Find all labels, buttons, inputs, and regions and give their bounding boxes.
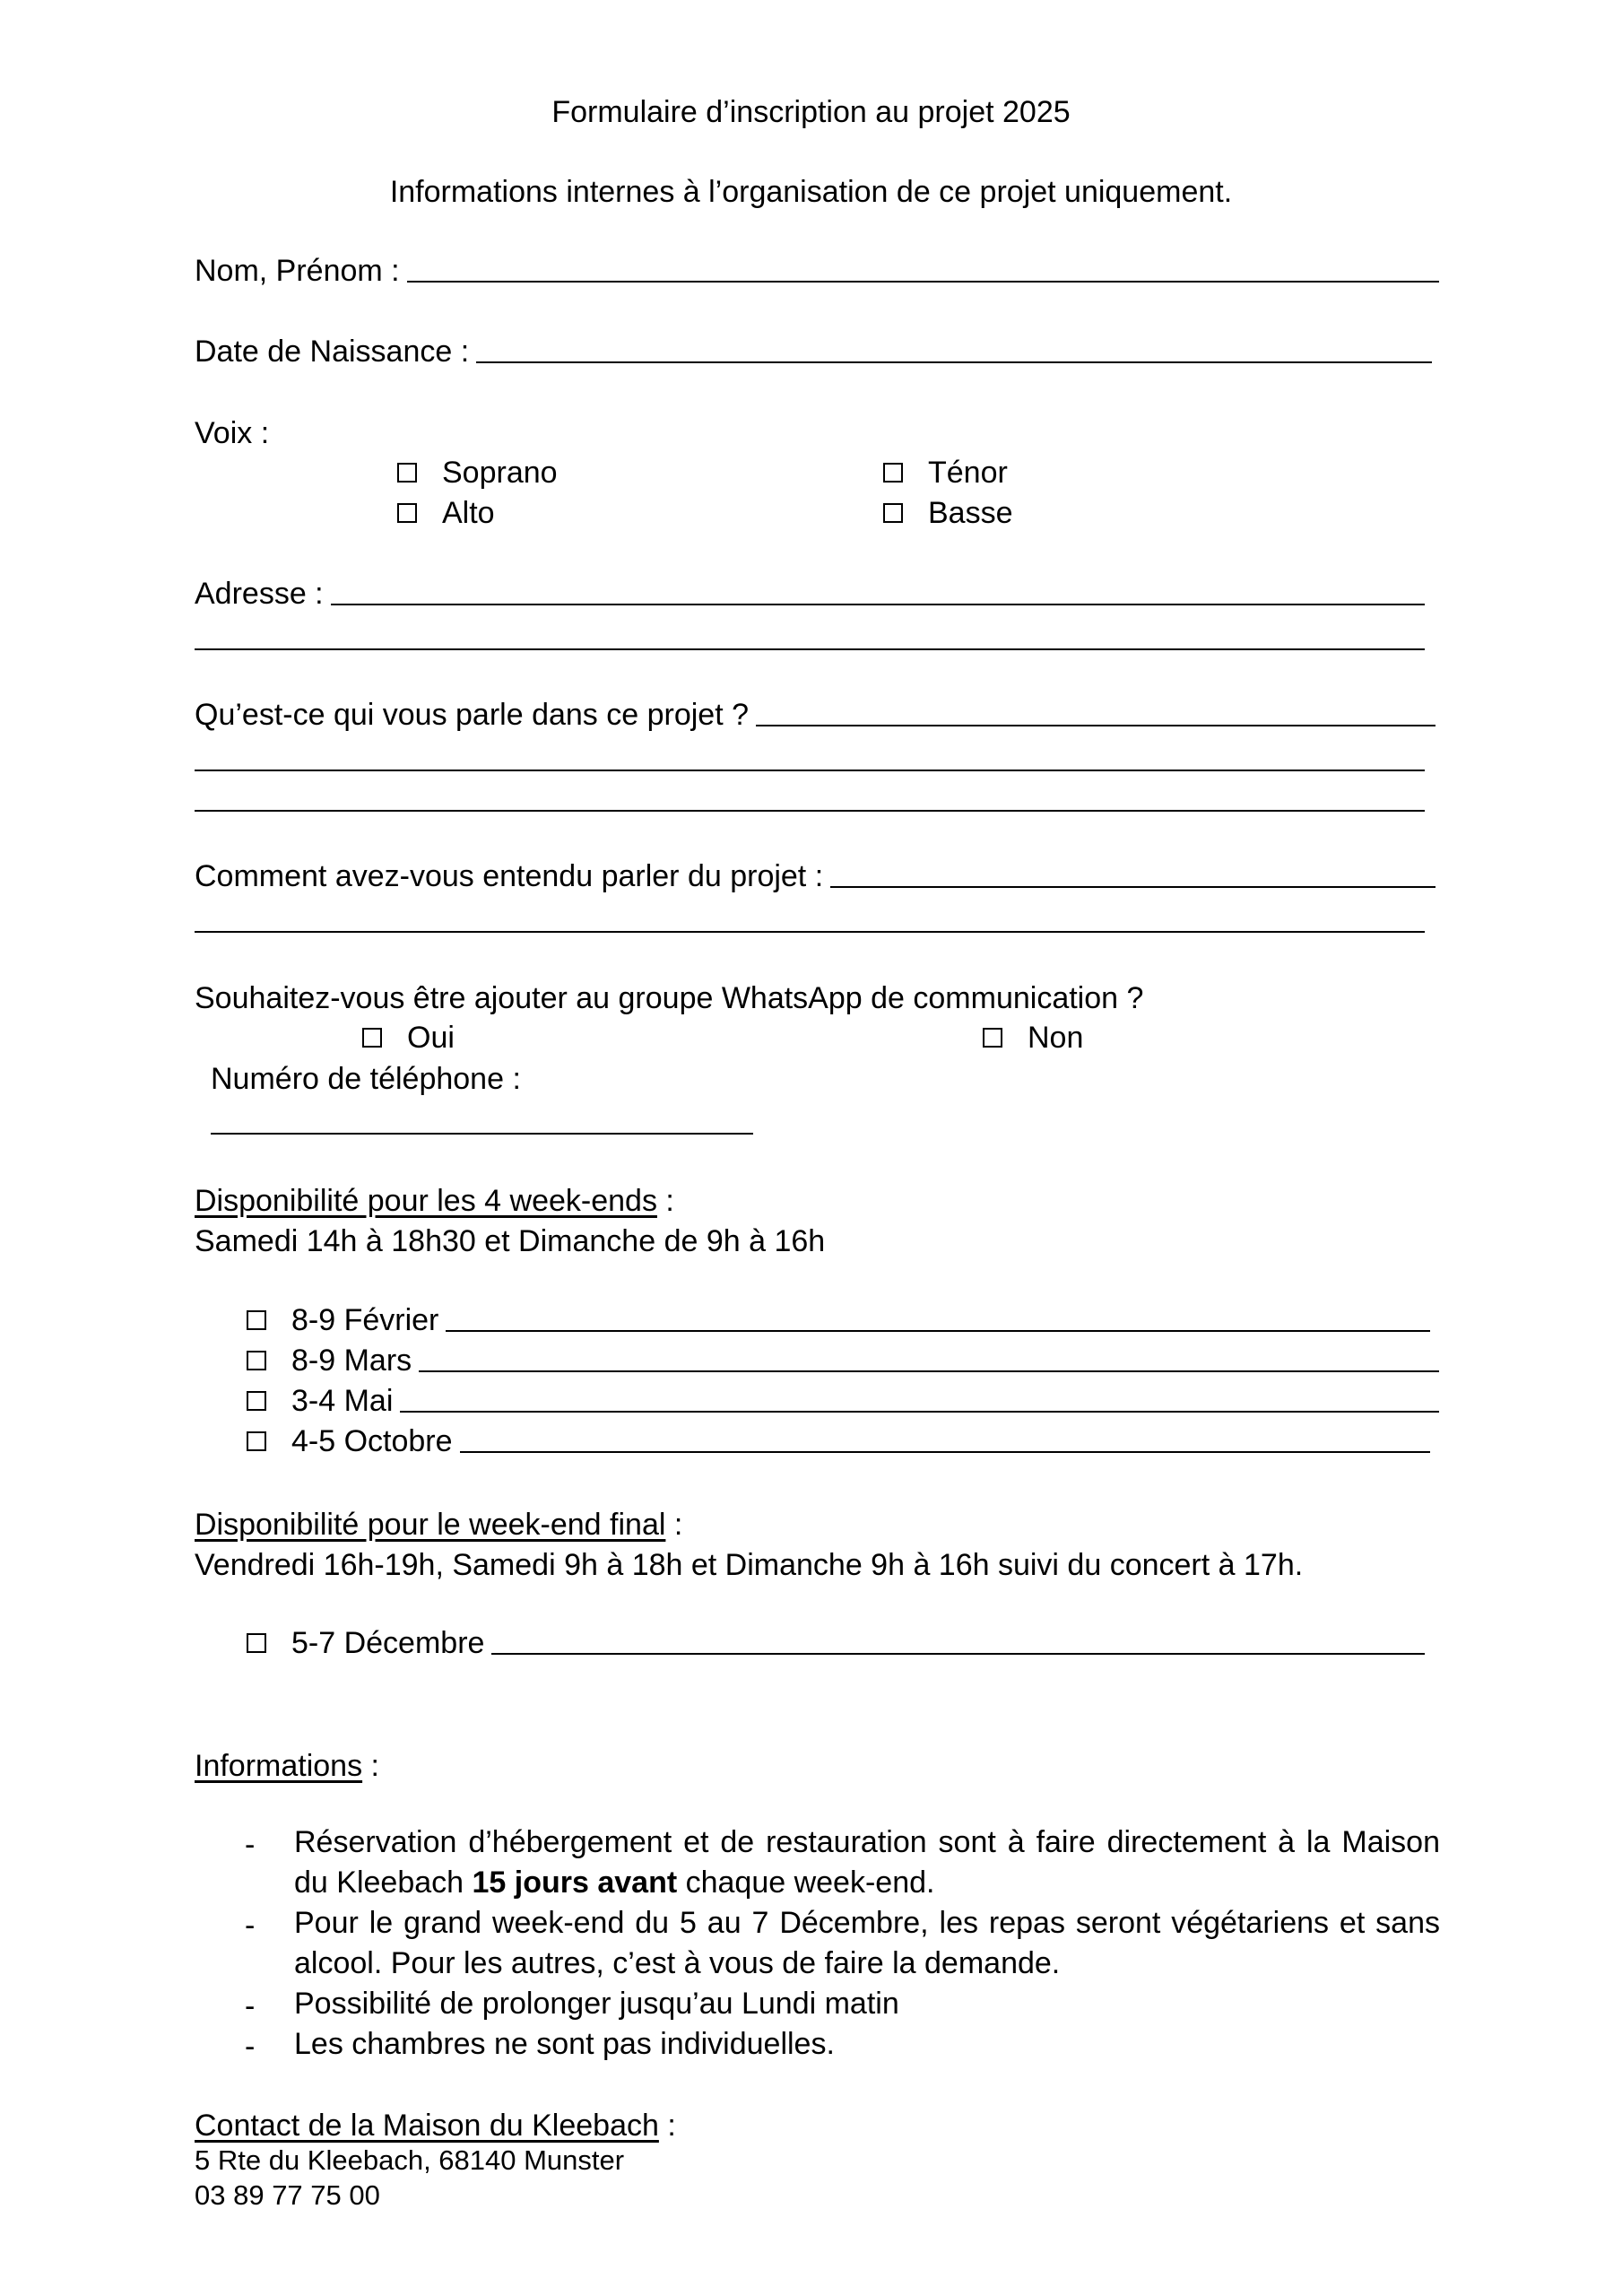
final-weekend-checkbox[interactable] <box>247 1628 1425 1658</box>
birth-date-field[interactable] <box>195 336 1432 367</box>
contact-phone: 03 89 77 75 00 <box>195 2179 380 2211</box>
informations-heading <box>195 1751 379 1781</box>
checkbox-icon[interactable] <box>247 1310 266 1330</box>
final-weekend-date-label: 5-7 Décembre <box>291 1626 485 1660</box>
voice-option-label: Alto <box>442 496 495 530</box>
weekend-date-label: 4-5 Octobre <box>291 1424 453 1458</box>
weekends-heading <box>195 1186 674 1216</box>
address-label: Adresse : <box>195 577 324 611</box>
address-input-line-2[interactable] <box>195 648 1425 650</box>
checkbox-icon[interactable] <box>883 503 903 523</box>
weekend-octobre-checkbox[interactable] <box>247 1426 1430 1457</box>
weekend-note-line[interactable] <box>400 1410 1439 1413</box>
informations-heading-text: Informations <box>195 1749 363 1783</box>
checkbox-icon[interactable] <box>247 1391 266 1411</box>
weekend-date-label: 3-4 Mai <box>291 1384 394 1418</box>
weekend-date-label: 8-9 Février <box>291 1303 439 1337</box>
interest-input-line-2[interactable] <box>195 770 1425 771</box>
info-item-3: Possibilité de prolonger jusqu’au Lundi matin <box>294 1987 899 2021</box>
interest-input-line-3[interactable] <box>195 810 1425 812</box>
info-item-1-bold: 15 jours avant <box>472 1866 678 1900</box>
info-item-2: Pour le grand week-end du 5 au 7 Décembre, les repas seront végétariens et sans alcool. Pour les autres, c’est à vous de faire la demande. <box>294 1906 1440 1980</box>
info-item-1 <box>294 1822 1440 1903</box>
weekend-note-line[interactable] <box>446 1329 1430 1332</box>
info-item-1-text: Réservation d’hébergement et de restauration sont à faire directement à la Maison du Kleebach <box>294 1825 1440 1900</box>
voice-option-label: Ténor <box>928 456 1008 490</box>
bullet-marker: - <box>245 1828 256 1862</box>
checkbox-icon[interactable] <box>362 1028 382 1048</box>
final-weekend-heading-text: Disponibilité pour le week-end final <box>195 1508 666 1542</box>
final-weekend-heading <box>195 1509 682 1540</box>
weekend-mars-checkbox[interactable] <box>247 1345 1439 1376</box>
address-input-line[interactable] <box>331 603 1425 605</box>
bullet-marker: - <box>245 2030 256 2064</box>
interest-input-line[interactable] <box>756 724 1436 726</box>
voice-option-label: Soprano <box>442 456 558 490</box>
voice-option-label: Basse <box>928 496 1013 530</box>
checkbox-icon[interactable] <box>247 1633 266 1653</box>
info-item-1-text-end: chaque week-end. <box>677 1866 935 1900</box>
bullet-marker: - <box>245 1909 256 1943</box>
name-label: Nom, Prénom : <box>195 254 400 288</box>
interest-label: Qu’est-ce qui vous parle dans ce projet ? <box>195 698 750 732</box>
birth-date-input-line[interactable] <box>476 361 1432 363</box>
phone-label: Numéro de téléphone : <box>211 1062 521 1096</box>
weekends-heading-text: Disponibilité pour les 4 week-ends <box>195 1184 657 1218</box>
checkbox-icon[interactable] <box>247 1351 266 1370</box>
birth-date-label: Date de Naissance : <box>195 335 470 369</box>
heard-input-line[interactable] <box>830 885 1436 888</box>
weekend-date-label: 8-9 Mars <box>291 1344 412 1378</box>
phone-input-line[interactable] <box>211 1133 753 1135</box>
final-weekend-heading-colon: : <box>673 1508 683 1542</box>
contact-heading-colon: : <box>667 2109 676 2143</box>
whatsapp-no-checkbox[interactable] <box>983 1022 1083 1053</box>
weekends-schedule: Samedi 14h à 18h30 et Dimanche de 9h à 16h <box>195 1224 826 1258</box>
voice-basse-checkbox[interactable] <box>883 498 1013 528</box>
whatsapp-question: Souhaitez-vous être ajouter au groupe WhatsApp de communication ? <box>195 981 1144 1015</box>
contact-heading-text: Contact de la Maison du Kleebach <box>195 2109 659 2143</box>
informations-heading-colon: : <box>370 1749 379 1783</box>
bullet-marker: - <box>245 1989 256 2023</box>
form-title: Formulaire d’inscription au projet 2025 <box>551 95 1071 129</box>
name-field[interactable] <box>195 256 1439 286</box>
interest-field[interactable] <box>195 700 1436 730</box>
checkbox-icon[interactable] <box>247 1431 266 1451</box>
form-subtitle: Informations internes à l’organisation de ce projet uniquement. <box>389 175 1233 209</box>
contact-address: 5 Rte du Kleebach, 68140 Munster <box>195 2144 625 2176</box>
info-item-4: Les chambres ne sont pas individuelles. <box>294 2027 835 2061</box>
contact-heading <box>195 2110 676 2141</box>
voice-tenor-checkbox[interactable] <box>883 457 1008 488</box>
final-weekend-schedule: Vendredi 16h-19h, Samedi 9h à 18h et Dimanche 9h à 16h suivi du concert à 17h. <box>195 1548 1304 1582</box>
whatsapp-no-label: Non <box>1028 1021 1084 1055</box>
checkbox-icon[interactable] <box>397 503 417 523</box>
heard-field[interactable] <box>195 861 1436 891</box>
voice-label: Voix : <box>195 416 270 450</box>
weekend-mai-checkbox[interactable] <box>247 1386 1439 1416</box>
weekend-note-line[interactable] <box>460 1450 1430 1453</box>
weekend-fevrier-checkbox[interactable] <box>247 1305 1430 1335</box>
address-field[interactable] <box>195 578 1425 609</box>
whatsapp-yes-checkbox[interactable] <box>362 1022 455 1053</box>
final-weekend-note-line[interactable] <box>491 1652 1425 1655</box>
voice-soprano-checkbox[interactable] <box>397 457 558 488</box>
heard-input-line-2[interactable] <box>195 931 1425 933</box>
whatsapp-yes-label: Oui <box>407 1021 455 1055</box>
weekend-note-line[interactable] <box>419 1370 1439 1372</box>
checkbox-icon[interactable] <box>397 463 417 483</box>
voice-alto-checkbox[interactable] <box>397 498 495 528</box>
weekends-heading-colon: : <box>665 1184 674 1218</box>
heard-label: Comment avez-vous entendu parler du projet : <box>195 859 824 893</box>
checkbox-icon[interactable] <box>883 463 903 483</box>
checkbox-icon[interactable] <box>983 1028 1002 1048</box>
name-input-line[interactable] <box>407 280 1439 283</box>
